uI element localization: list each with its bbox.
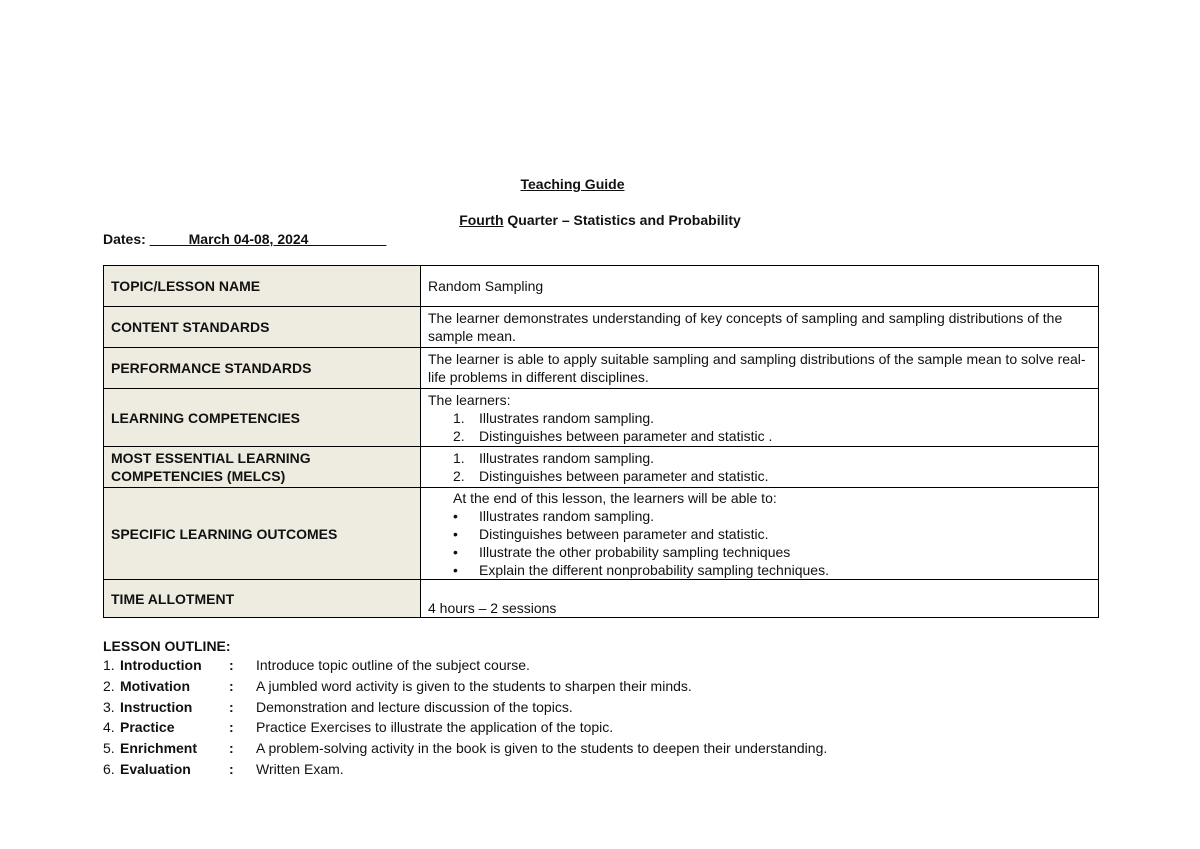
lesson-outline-heading: LESSON OUTLINE: xyxy=(103,638,231,654)
melcs-label: MOST ESSENTIAL LEARNING COMPETENCIES (MELCS) xyxy=(104,447,421,488)
table-row-learning-outcomes xyxy=(104,488,1099,580)
melcs-value xyxy=(421,447,1099,488)
dates-label: Dates: xyxy=(103,231,150,247)
learning-outcomes-label: SPECIFIC LEARNING OUTCOMES xyxy=(104,488,421,580)
learning-competencies-label: LEARNING COMPETENCIES xyxy=(104,389,421,447)
table-row-topic xyxy=(104,266,1099,307)
time-allotment-label: TIME ALLOTMENT xyxy=(104,580,421,618)
quarter-label: Fourth xyxy=(459,212,504,228)
content-standards-value: The learner demonstrates understanding of key concepts of sampling and sampling distributions of the sample mean. xyxy=(421,307,1099,348)
list-item: 2. Distinguishes between parameter and statistic . xyxy=(453,427,773,444)
table-row-performance-standards xyxy=(104,348,1099,389)
outline-item: 2. Motivation : A jumbled word activity is given to the students to sharpen their minds. xyxy=(103,677,692,694)
bullet-icon: • xyxy=(453,525,458,542)
list-item: • Illustrate the other probability sampling techniques xyxy=(453,543,791,560)
bullet-icon: • xyxy=(453,507,458,524)
learning-outcomes-intro: At the end of this lesson, the learners will be able to: xyxy=(453,489,777,506)
list-item: 2. Distinguishes between parameter and statistic. xyxy=(453,468,769,484)
learning-competencies-value xyxy=(421,389,1099,447)
learning-competencies-list xyxy=(428,409,1091,445)
table-row-melcs xyxy=(104,447,1099,488)
topic-label: TOPIC/LESSON NAME xyxy=(104,266,421,307)
table-row-content-standards xyxy=(104,307,1099,348)
performance-standards-value: The learner is able to apply suitable sampling and sampling distributions of the sample mean to solve real-life problems in different disciplines. xyxy=(421,348,1099,389)
melcs-list xyxy=(428,449,1091,485)
outline-item: 5. Enrichment : A problem-solving activity in the book is given to the students to deepen their understanding. xyxy=(103,740,828,757)
dates-line xyxy=(103,231,386,247)
list-item: • Explain the different nonprobability sampling techniques. xyxy=(453,561,829,578)
list-item: • Distinguishes between parameter and statistic. xyxy=(453,525,769,542)
content-standards-label: CONTENT STANDARDS xyxy=(104,307,421,348)
outline-item: 3. Instruction : Demonstration and lecture discussion of the topics. xyxy=(103,698,573,715)
document-subtitle xyxy=(0,212,1200,228)
subject-label: Quarter – Statistics and Probability xyxy=(503,212,741,228)
list-item: 1. Illustrates random sampling. xyxy=(453,409,655,426)
lesson-outline xyxy=(103,637,828,780)
outline-item: 1. Introduction : Introduce topic outline of the subject course. xyxy=(103,657,530,673)
time-allotment-value: 4 hours – 2 sessions xyxy=(421,580,1099,618)
performance-standards-label: PERFORMANCE STANDARDS xyxy=(104,348,421,389)
list-item: 1. Illustrates random sampling. xyxy=(453,450,655,466)
outline-item: 4. Practice : Practice Exercises to illustrate the application of the topic. xyxy=(103,719,614,736)
table-row-learning-competencies xyxy=(104,389,1099,447)
topic-value: Random Sampling xyxy=(421,266,1099,307)
learning-competencies-intro: The learners: xyxy=(428,391,511,408)
bullet-icon: • xyxy=(453,543,458,560)
table-row-time-allotment xyxy=(104,580,1099,618)
list-item: • Illustrates random sampling. xyxy=(453,507,655,524)
learning-outcomes-list xyxy=(428,507,1091,579)
dates-value: _____March 04-08, 2024__________ xyxy=(149,231,387,247)
learning-outcomes-value xyxy=(421,488,1099,580)
outline-item: 6. Evaluation : Written Exam. xyxy=(103,760,344,777)
lesson-info-table xyxy=(103,265,1099,618)
bullet-icon: • xyxy=(453,561,458,578)
document-title: Teaching Guide xyxy=(520,176,625,192)
